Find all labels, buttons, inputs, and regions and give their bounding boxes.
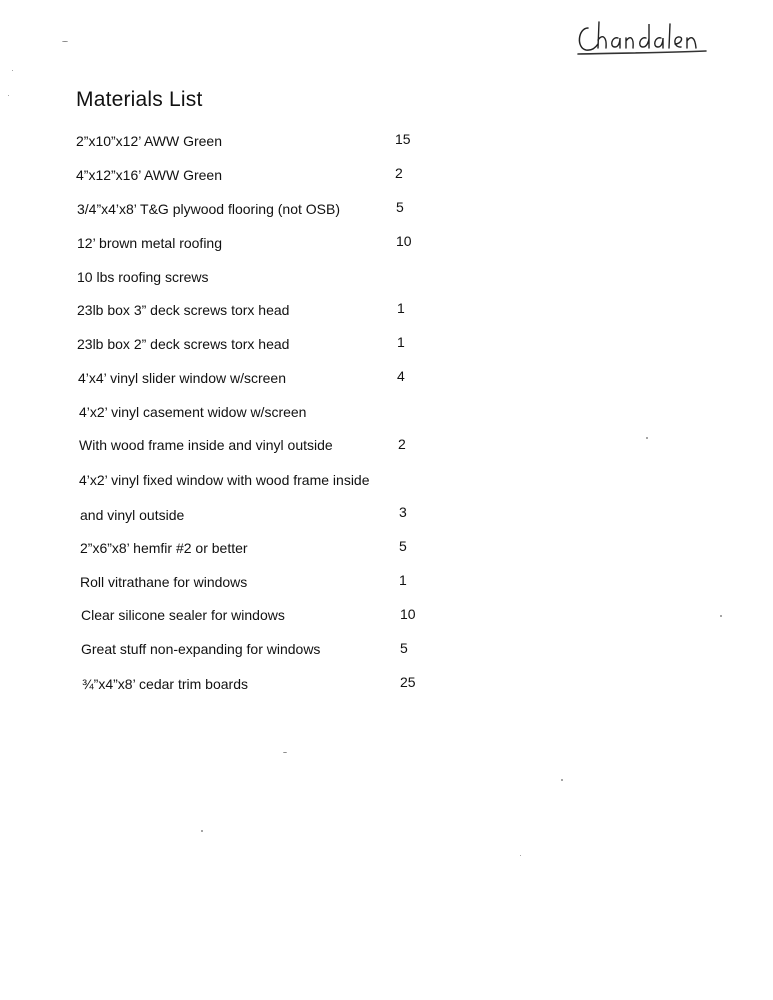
list-item-description: 12’ brown metal roofing — [77, 235, 223, 251]
scan-speck — [646, 437, 648, 439]
list-item-quantity: 1 — [397, 300, 405, 316]
list-item-quantity: 1 — [397, 334, 405, 350]
list-item-description: Great stuff non-expanding for windows — [81, 641, 321, 657]
scan-speck — [520, 855, 521, 856]
list-item-description: 4’x2’ vinyl fixed window with wood frame inside — [79, 472, 370, 488]
list-item-description: 2”x10”x12’ AWW Green — [76, 133, 223, 149]
list-item-quantity: 10 — [396, 233, 412, 249]
list-item-description: ¾”x4”x8’ cedar trim boards — [82, 676, 248, 692]
list-item-description: 23lb box 2” deck screws torx head — [77, 336, 290, 352]
scan-speck — [201, 830, 203, 832]
scan-speck — [62, 41, 68, 42]
list-item-description: Clear silicone sealer for windows — [81, 607, 285, 623]
list-item-quantity: 2 — [398, 436, 406, 452]
list-item-description: With wood frame inside and vinyl outside — [79, 437, 333, 453]
list-item-description: 23lb box 3” deck screws torx head — [77, 302, 290, 318]
list-item-quantity: 25 — [400, 674, 416, 690]
scan-speck — [561, 779, 563, 781]
list-item-description: 4’x4’ vinyl slider window w/screen — [78, 370, 287, 386]
page-title: Materials List — [76, 88, 203, 111]
list-item-description: 10 lbs roofing screws — [77, 269, 209, 285]
list-item-description: 4”x12”x16’ AWW Green — [76, 167, 223, 183]
scan-speck — [8, 95, 9, 96]
list-item-quantity: 15 — [395, 131, 411, 147]
list-item-description: 2”x6”x8’ hemfir #2 or better — [80, 540, 248, 556]
list-item-quantity: 5 — [396, 199, 404, 215]
scan-speck — [12, 70, 13, 71]
list-item-quantity: 3 — [399, 504, 407, 520]
list-item-quantity: 5 — [400, 640, 408, 656]
scan-speck — [283, 752, 287, 753]
list-item-description: 3/4”x4’x8’ T&G plywood flooring (not OSB) — [77, 201, 341, 217]
handwritten-signature — [572, 14, 712, 60]
list-item-quantity: 1 — [399, 572, 407, 588]
list-item-quantity: 10 — [400, 606, 416, 622]
list-item-description: Roll vitrathane for windows — [80, 574, 248, 590]
list-item-quantity: 2 — [395, 165, 403, 181]
list-item-description: and vinyl outside — [80, 507, 185, 523]
scan-speck — [720, 615, 722, 617]
list-item-description: 4’x2’ vinyl casement widow w/screen — [79, 404, 307, 420]
list-item-quantity: 4 — [397, 368, 405, 384]
list-item-quantity: 5 — [399, 538, 407, 554]
